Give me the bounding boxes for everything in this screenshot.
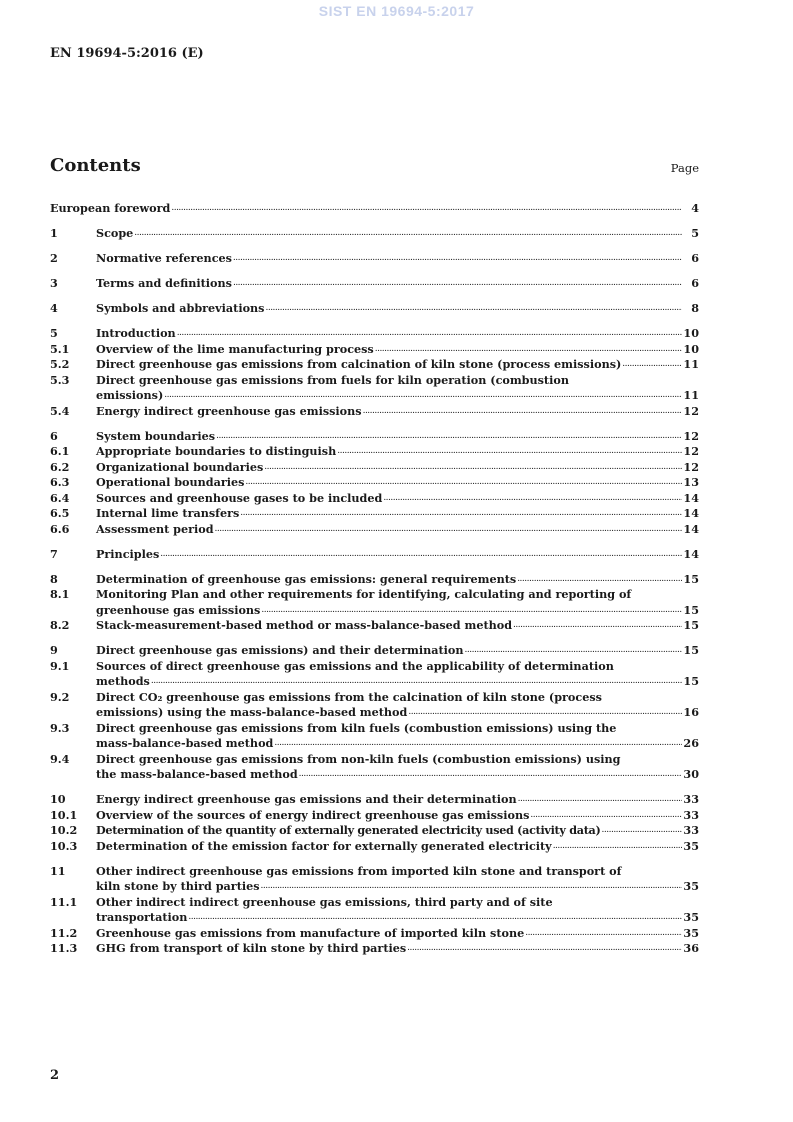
- toc-page: 35: [683, 879, 699, 893]
- toc-number: 8: [50, 571, 58, 586]
- toc-title: Assessment period: [96, 521, 214, 536]
- toc-entry[interactable]: [50, 226, 699, 242]
- toc-number: 10.2: [50, 823, 78, 837]
- toc-title: Terms and definitions: [96, 276, 232, 290]
- toc-title-line1: Sources of direct greenhouse gas emissions and the applicability of determination: [96, 658, 614, 673]
- toc-page: 36: [683, 941, 699, 955]
- toc-entry[interactable]: [50, 404, 699, 420]
- toc-entry[interactable]: [50, 721, 699, 752]
- toc-number: 11.3: [50, 941, 78, 955]
- toc-title-line1: Direct greenhouse gas emissions from kiln fuels (combustion emissions) using the: [96, 720, 617, 735]
- toc-number: 4: [50, 301, 58, 315]
- toc-entry[interactable]: [50, 373, 699, 404]
- toc-page: 33: [683, 792, 699, 806]
- toc-title-line2: methods: [96, 674, 150, 688]
- dot-leader: [215, 522, 682, 538]
- dot-leader: [216, 429, 682, 445]
- toc-title-line2: mass-balance-based method: [96, 736, 274, 750]
- dot-leader: [274, 736, 682, 752]
- toc-page: 8: [691, 301, 699, 315]
- dot-leader: [264, 460, 682, 476]
- toc-number: 9.4: [50, 751, 70, 766]
- toc-page: 15: [683, 643, 699, 657]
- toc-page: 35: [683, 838, 699, 853]
- toc-number: 5.3: [50, 372, 70, 387]
- toc-title: System boundaries: [96, 428, 216, 443]
- toc-title: Energy indirect greenhouse gas emissions: [96, 403, 362, 418]
- contents-title: Contents: [50, 155, 141, 176]
- toc-number: 8.1: [50, 587, 70, 601]
- dot-leader: [240, 506, 682, 522]
- toc-entry[interactable]: [50, 491, 699, 507]
- dot-leader: [265, 301, 682, 317]
- toc-title: Symbols and abbreviations: [96, 301, 265, 315]
- toc-page: 12: [683, 403, 699, 418]
- toc-entry[interactable]: [50, 572, 699, 588]
- toc-page: 15: [683, 674, 699, 688]
- dot-leader: [261, 603, 682, 619]
- toc-number: 9.3: [50, 720, 70, 735]
- toc-number: 1: [50, 226, 58, 240]
- toc-entry[interactable]: [50, 429, 699, 445]
- dot-leader: [171, 201, 682, 217]
- dot-leader: [517, 572, 682, 588]
- toc-entry[interactable]: [50, 475, 699, 491]
- dot-leader: [513, 618, 682, 634]
- toc-number: 6.3: [50, 475, 70, 489]
- toc-entry[interactable]: [50, 444, 699, 460]
- toc-title: Determination of greenhouse gas emissions: general requirements: [96, 571, 517, 586]
- toc-page: 14: [683, 521, 699, 536]
- toc-number: 2: [50, 251, 58, 265]
- document-header: EN 19694-5:2016 (E): [50, 46, 204, 61]
- toc-title: Sources and greenhouse gases to be included: [96, 490, 383, 505]
- toc-number: 9.1: [50, 658, 70, 673]
- dot-leader: [245, 475, 682, 491]
- toc-entry[interactable]: [50, 201, 699, 217]
- toc-title-line1: Other indirect greenhouse gas emissions from imported kiln stone and transport of: [96, 863, 622, 878]
- dot-leader: [383, 491, 682, 507]
- toc-page: 6: [691, 276, 699, 290]
- toc-page: 30: [683, 767, 699, 781]
- toc-title: Introduction: [96, 326, 176, 340]
- dot-leader: [408, 705, 682, 721]
- toc-entry[interactable]: [50, 839, 699, 855]
- toc-entry[interactable]: [50, 823, 699, 839]
- dot-leader: [530, 808, 682, 824]
- dot-leader: [164, 388, 682, 404]
- table-of-contents: [50, 201, 699, 957]
- toc-page: 12: [683, 444, 699, 458]
- toc-page: 6: [691, 251, 699, 265]
- toc-number: 8.2: [50, 618, 70, 632]
- dot-leader: [233, 276, 682, 292]
- toc-number: 11.2: [50, 925, 78, 940]
- toc-entry[interactable]: [50, 522, 699, 538]
- toc-entry[interactable]: [50, 618, 699, 634]
- toc-entry[interactable]: [50, 342, 699, 358]
- dot-leader: [622, 357, 682, 373]
- toc-number: 6: [50, 428, 58, 443]
- toc-title: Stack-measurement-based method or mass-balance-based method: [96, 618, 513, 632]
- toc-page: 14: [683, 506, 699, 520]
- toc-entry[interactable]: [50, 690, 699, 721]
- watermark: SIST EN 19694-5:2017: [318, 3, 475, 19]
- dot-leader: [261, 879, 682, 895]
- toc-entry[interactable]: [50, 587, 699, 618]
- toc-title: European foreword: [50, 201, 171, 215]
- toc-entry[interactable]: [50, 301, 699, 317]
- toc-title: Direct greenhouse gas emissions) and their determination: [96, 643, 464, 657]
- dot-leader: [188, 910, 682, 926]
- toc-title: Internal lime transfers: [96, 506, 240, 520]
- dot-leader: [407, 941, 682, 957]
- toc-number: 5.4: [50, 403, 70, 418]
- toc-entry[interactable]: [50, 752, 699, 783]
- toc-number: 5.2: [50, 357, 70, 371]
- dot-leader: [375, 342, 682, 358]
- toc-entry[interactable]: [50, 941, 699, 957]
- toc-number: 9: [50, 643, 58, 657]
- toc-title: Appropriate boundaries to distinguish: [96, 444, 337, 458]
- toc-title-line1: Direct greenhouse gas emissions from non-kiln fuels (combustion emissions) using: [96, 751, 621, 766]
- dot-leader: [525, 926, 682, 942]
- toc-page: 33: [683, 807, 699, 822]
- toc-title-line2: emissions) using the mass-balance-based method: [96, 705, 408, 719]
- dot-leader: [151, 674, 682, 690]
- toc-title-line2: the mass-balance-based method: [96, 767, 298, 781]
- toc-entry[interactable]: [50, 357, 699, 373]
- dot-leader: [134, 226, 682, 242]
- toc-number: 6.4: [50, 490, 70, 505]
- dot-leader: [160, 547, 682, 563]
- toc-number: 6.6: [50, 521, 70, 536]
- toc-title-line2: emissions): [96, 388, 164, 402]
- toc-title-line2: transportation: [96, 910, 188, 924]
- toc-page: 26: [683, 736, 699, 750]
- toc-number: 6.5: [50, 506, 70, 520]
- toc-page: 35: [683, 925, 699, 940]
- toc-number: 10.3: [50, 838, 78, 853]
- toc-number: 3: [50, 276, 58, 290]
- toc-page: 5: [691, 226, 699, 240]
- toc-page: 15: [683, 602, 699, 617]
- toc-title-line1: Direct greenhouse gas emissions from fuels for kiln operation (combustion: [96, 372, 569, 387]
- toc-page: 11: [683, 388, 699, 402]
- toc-entry[interactable]: [50, 251, 699, 267]
- toc-entry[interactable]: [50, 643, 699, 659]
- dot-leader: [553, 839, 682, 855]
- toc-page: 4: [691, 201, 699, 215]
- toc-number: 7: [50, 546, 58, 561]
- page-column-label: Page: [670, 161, 699, 175]
- toc-entry[interactable]: [50, 926, 699, 942]
- toc-number: 6.1: [50, 444, 70, 458]
- toc-entry[interactable]: [50, 792, 699, 808]
- toc-number: 10.1: [50, 807, 78, 822]
- toc-number: 10: [50, 792, 66, 806]
- dot-leader: [233, 251, 682, 267]
- toc-page: 13: [683, 475, 699, 489]
- dot-leader: [465, 643, 682, 659]
- toc-page: 33: [683, 823, 699, 837]
- toc-page: 16: [683, 705, 699, 719]
- toc-title: Determination of the emission factor for externally generated electricity: [96, 838, 552, 853]
- toc-page: 14: [683, 546, 699, 561]
- toc-page: 35: [683, 910, 699, 924]
- toc-page: 11: [683, 357, 699, 371]
- toc-page: 12: [683, 428, 699, 443]
- toc-number: 11.1: [50, 894, 78, 909]
- toc-entry[interactable]: [50, 276, 699, 292]
- dot-leader: [337, 444, 682, 460]
- toc-entry[interactable]: [50, 864, 699, 895]
- toc-entry[interactable]: [50, 659, 699, 690]
- toc-title-line1: Monitoring Plan and other requirements for identifying, calculating and reporting of: [96, 587, 632, 601]
- toc-title: Direct greenhouse gas emissions from calcination of kiln stone (process emissions): [96, 357, 622, 371]
- toc-page: 10: [683, 326, 699, 340]
- dot-leader: [177, 326, 682, 342]
- toc-page: 14: [683, 490, 699, 505]
- toc-title: Organizational boundaries: [96, 459, 264, 474]
- toc-page: 15: [683, 571, 699, 586]
- dot-leader: [363, 404, 682, 420]
- toc-title-line2: kiln stone by third parties: [96, 879, 260, 893]
- toc-number: 11: [50, 863, 66, 878]
- toc-title: Overview of the lime manufacturing process: [96, 341, 374, 356]
- toc-title: Normative references: [96, 251, 232, 265]
- toc-entry[interactable]: [50, 326, 699, 342]
- toc-page: 12: [683, 459, 699, 474]
- toc-title: Principles: [96, 546, 160, 561]
- toc-title: Greenhouse gas emissions from manufacture of imported kiln stone: [96, 925, 525, 940]
- dot-leader: [602, 823, 682, 839]
- toc-title: Scope: [96, 226, 134, 240]
- page-number: 2: [50, 1068, 60, 1083]
- toc-entry[interactable]: [50, 808, 699, 824]
- dot-leader: [518, 792, 682, 808]
- toc-page: 10: [683, 341, 699, 356]
- toc-entry[interactable]: [50, 460, 699, 476]
- toc-number: 5: [50, 326, 58, 340]
- toc-title-line1: Other indirect indirect greenhouse gas emissions, third party and of site: [96, 894, 553, 909]
- toc-entry[interactable]: [50, 547, 699, 563]
- toc-number: 9.2: [50, 689, 70, 704]
- toc-title: GHG from transport of kiln stone by third parties: [96, 941, 407, 955]
- toc-entry[interactable]: [50, 895, 699, 926]
- toc-title-line1: Direct CO₂ greenhouse gas emissions from the calcination of kiln stone (process: [96, 689, 602, 704]
- toc-title: Operational boundaries: [96, 475, 245, 489]
- toc-title-line2: greenhouse gas emissions: [96, 602, 261, 617]
- dot-leader: [299, 767, 682, 783]
- toc-entry[interactable]: [50, 506, 699, 522]
- toc-title: Determination of the quantity of externally generated electricity used (activity data): [96, 823, 601, 837]
- toc-title: Overview of the sources of energy indirect greenhouse gas emissions: [96, 807, 530, 822]
- toc-number: 6.2: [50, 459, 70, 474]
- toc-number: 5.1: [50, 341, 70, 356]
- toc-page: 15: [683, 618, 699, 632]
- toc-title: Energy indirect greenhouse gas emissions and their determination: [96, 792, 517, 806]
